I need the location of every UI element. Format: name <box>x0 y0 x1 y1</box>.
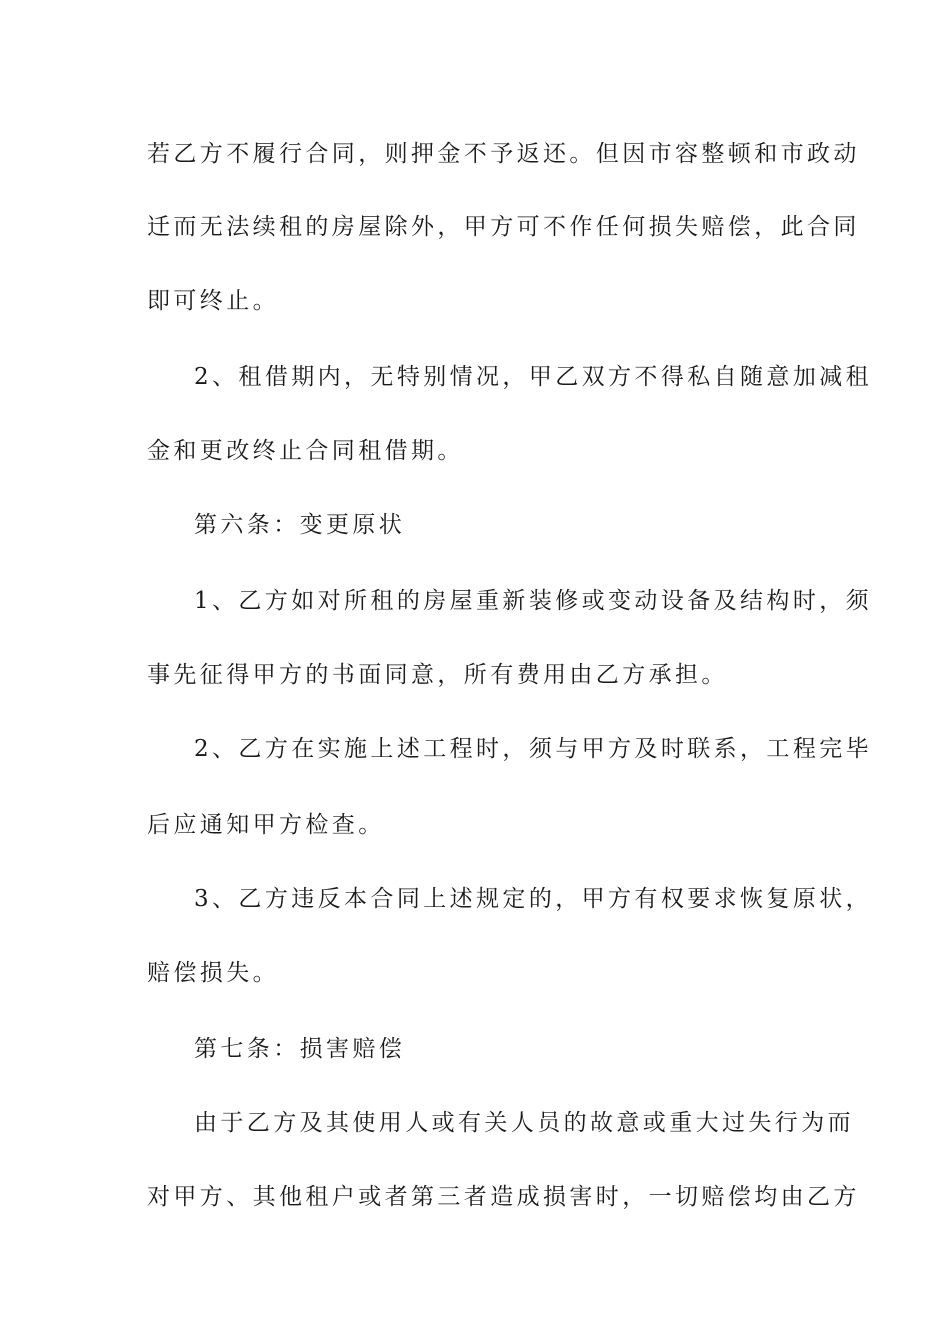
text-line: 1、乙方如对所租的房屋重新装修或变动设备及结构时，须 <box>194 588 873 614</box>
text-line: 对甲方、其他租户或者第三者造成损害时，一切赔偿均由乙方 <box>147 1184 860 1210</box>
text-line: 若乙方不履行合同，则押金不予返还。但因市容整顿和市政动 <box>147 141 860 167</box>
text-line: 即可终止。 <box>147 288 279 314</box>
text-line: 后应通知甲方检查。 <box>147 812 385 838</box>
text-line: 事先征得甲方的书面同意，所有费用由乙方承担。 <box>147 662 728 688</box>
text-line: 2、乙方在实施上述工程时，须与甲方及时联系，工程完毕 <box>194 736 873 762</box>
text-line: 由于乙方及其使用人或有关人员的故意或重大过失行为而 <box>194 1110 854 1136</box>
text-line: 3、乙方违反本合同上述规定的，甲方有权要求恢复原状， <box>194 886 873 912</box>
text-line: 赔偿损失。 <box>147 960 279 986</box>
text-line: 迁而无法续租的房屋除外，甲方可不作任何损失赔偿，此合同 <box>147 214 860 240</box>
text-line: 金和更改终止合同租借期。 <box>147 438 464 464</box>
text-line: 2、租借期内，无特别情况，甲乙双方不得私自随意加减租 <box>194 364 873 390</box>
section-heading: 第六条：变更原状 <box>194 512 406 538</box>
section-heading: 第七条：损害赔偿 <box>194 1036 406 1062</box>
